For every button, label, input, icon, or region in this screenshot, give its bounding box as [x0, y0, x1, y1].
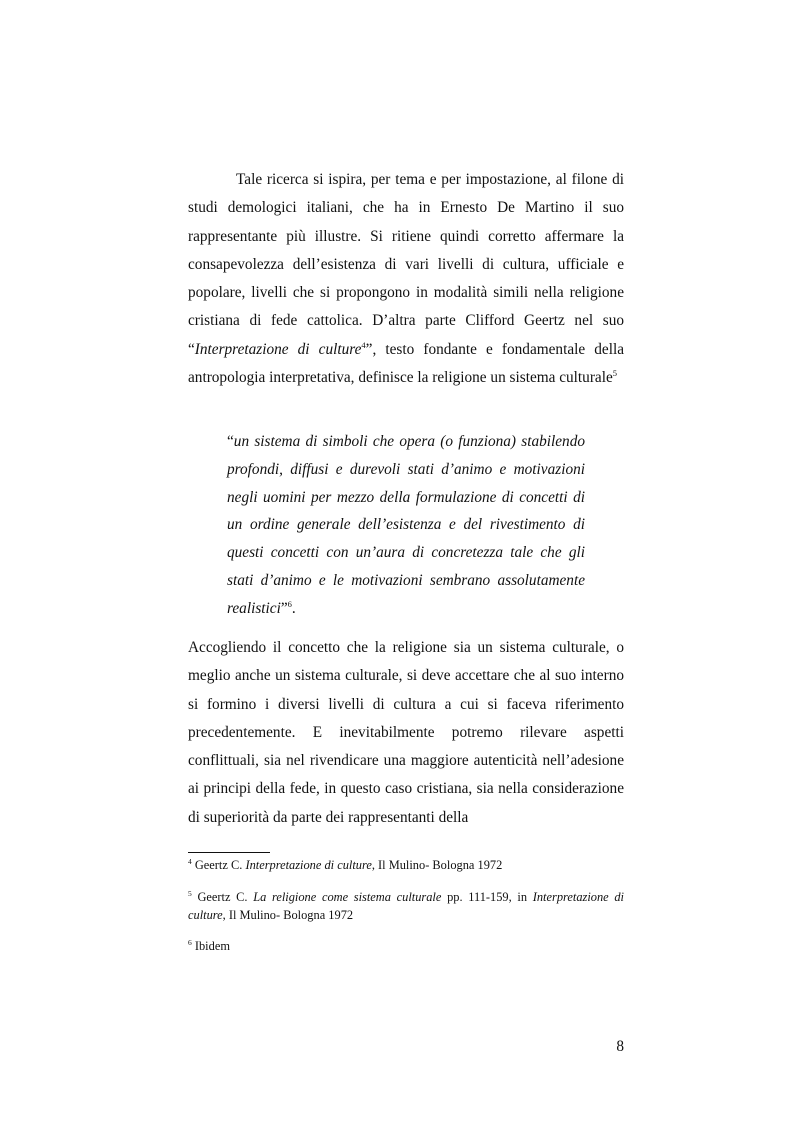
footnote-4-title: Interpretazione di culture	[245, 858, 372, 872]
footnote-5-publisher: , Il Mulino- Bologna 1972	[222, 908, 354, 922]
footnote-5-pages: pp. 111-159, in	[441, 890, 533, 904]
quote-text: un sistema di simboli che opera (o funziona) stabilendo profondi, diffusi e durevoli stati d’animo e motivazioni negli uomini per mezzo della formulazione di concetti di un ordine generale dell’esistenza e del rivestimento di questi concetti con un’aura di concretezza tale che gli stati d’animo e le motivazioni sembrano assolutamente realistici	[227, 433, 585, 617]
body-paragraph-2: Accogliendo il concetto che la religione sia un sistema culturale, o meglio anche un sistema culturale, si deve accettare che al suo interno si formino i diversi livelli di cultura a cui si faceva riferimento precedentemente. E inevitabilmente potremo rilevare aspetti conflittuali, sia nel rivendicare una maggiore autenticità nell’adesione ai principi della fede, in questo caso cristiana, sia nella considerazione di superiorità da parte dei rappresentanti della	[188, 639, 624, 826]
footnote-5-book-title: Interpretazione di culture	[188, 890, 624, 922]
body-paragraph-1	[188, 166, 624, 392]
block-quote	[227, 428, 585, 623]
footnote-6-number: 6	[188, 937, 192, 947]
page-number: 8	[616, 1038, 624, 1055]
footnote-6-text: Ibidem	[194, 939, 230, 953]
paragraph-1-text-b: ”, testo fondante e fondamentale della antropologia interpretativa, definisce la religione un sistema culturale	[188, 340, 624, 387]
footnote-6	[188, 937, 624, 955]
footnote-separator	[188, 852, 270, 853]
footnote-4-author: Geertz C.	[194, 858, 246, 872]
footnote-5-number: 5	[188, 888, 192, 898]
paragraph-1-text-a: Tale ricerca si ispira, per tema e per impostazione, al filone di studi demologici italiani, che ha in Ernesto De Martino il suo rappresentante più illustre. Si ritiene quindi corretto affermare la consapevolezza dell’esistenza di vari livelli di cultura, ufficiale e popolare, livelli che si propongono in modalità simili nella religione cristiana di fede cattolica. D’altra parte Clifford Geertz nel suo “	[188, 171, 624, 358]
footnote-5-author: Geertz C.	[197, 890, 254, 904]
cited-work-title: Interpretazione di culture	[194, 340, 362, 358]
footnote-4-publisher: , Il Mulino- Bologna 1972	[371, 858, 503, 872]
footnote-4	[188, 856, 624, 874]
footnote-4-number: 4	[188, 856, 192, 866]
footnote-ref-5[interactable]: 5	[612, 367, 618, 378]
footnote-ref-4[interactable]: 4	[361, 339, 366, 350]
footnote-5-title: La religione come sistema culturale	[253, 890, 442, 904]
quote-end-period: .	[291, 599, 296, 617]
quote-close-mark: ”	[280, 599, 288, 617]
footnote-ref-6[interactable]: 6	[287, 598, 292, 609]
footnote-5	[188, 888, 624, 924]
quote-open-mark: “	[227, 433, 234, 450]
